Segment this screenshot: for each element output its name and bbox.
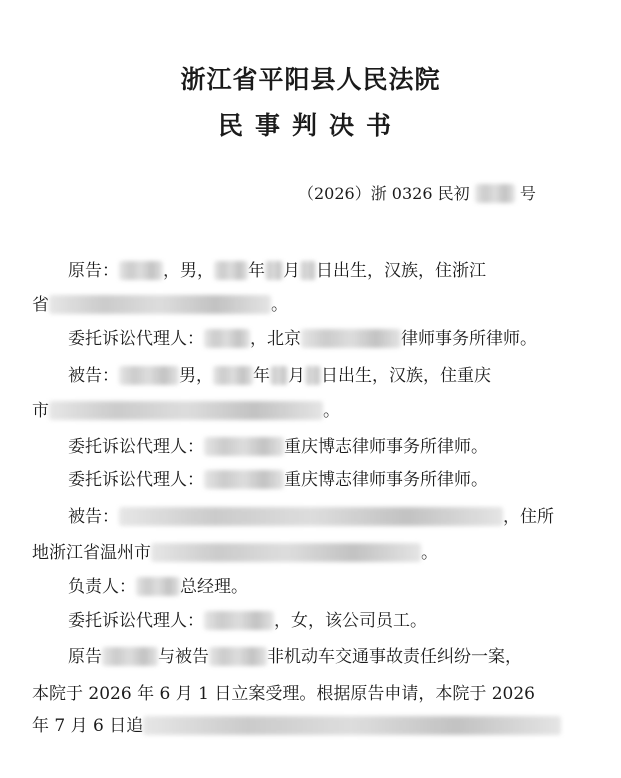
agent-firm-text: 重庆博志律师事务所律师。 bbox=[284, 437, 488, 457]
case-number bbox=[298, 181, 536, 204]
agent-label: 委托诉讼代理人： bbox=[68, 470, 204, 490]
plaintiff-line-2 bbox=[32, 290, 288, 315]
redacted-text bbox=[301, 329, 401, 348]
plaintiff-birth-text: 日出生，汉族，住浙江 bbox=[316, 261, 486, 281]
plaintiff-year-label: 年 bbox=[248, 261, 265, 281]
body-line-1 bbox=[68, 642, 522, 667]
body-text: 与被告 bbox=[158, 647, 209, 667]
defendant-month-label: 月 bbox=[288, 366, 305, 386]
redacted-text bbox=[204, 329, 250, 348]
agent-line-1 bbox=[68, 324, 537, 349]
period: 。 bbox=[421, 543, 438, 563]
defendant-gender: 男， bbox=[179, 366, 213, 386]
plaintiff-gender: ，男， bbox=[163, 261, 214, 281]
redacted-text bbox=[305, 366, 321, 385]
redacted-text bbox=[49, 401, 323, 420]
redacted-text bbox=[204, 437, 284, 456]
agent-line-4 bbox=[68, 606, 427, 631]
redacted-text bbox=[213, 366, 253, 385]
body-line-2 bbox=[32, 679, 535, 704]
agent-firm-text: 重庆博志律师事务所律师。 bbox=[284, 470, 488, 490]
agent-label: 委托诉讼代理人： bbox=[68, 437, 204, 457]
defendant1-line-1 bbox=[68, 361, 491, 386]
defendant1-line-2 bbox=[32, 396, 340, 421]
plaintiff-address-start: 省 bbox=[32, 295, 49, 315]
defendant-birth-text: 日出生，汉族，住重庆 bbox=[321, 366, 491, 386]
case-number-suffix: 号 bbox=[519, 184, 536, 203]
head-line bbox=[68, 572, 248, 597]
agent-label: 委托诉讼代理人： bbox=[68, 329, 204, 349]
defendant-label: 被告： bbox=[68, 507, 119, 527]
body-text: 非机动车交通事故责任纠纷一案， bbox=[267, 647, 522, 667]
head-title: 总经理。 bbox=[180, 577, 248, 597]
period: 。 bbox=[323, 401, 340, 421]
body-text: 原告 bbox=[68, 647, 102, 667]
agent-city: ，北京 bbox=[250, 329, 301, 349]
agent-firm-text: 律师事务所律师。 bbox=[401, 329, 537, 349]
redacted-text bbox=[119, 507, 503, 526]
defendant2-line-1 bbox=[68, 502, 554, 527]
document-type-title: 民事判决书 bbox=[217, 111, 403, 140]
redacted-text bbox=[204, 611, 274, 630]
agent-desc: ，女，该公司员工。 bbox=[274, 611, 427, 631]
redacted-text bbox=[49, 295, 271, 314]
redacted-text bbox=[143, 716, 561, 735]
redacted-text bbox=[102, 647, 158, 666]
plaintiff-label: 原告： bbox=[68, 261, 119, 281]
redacted-text bbox=[475, 184, 515, 203]
redacted-text bbox=[300, 261, 316, 280]
agent-label: 委托诉讼代理人： bbox=[68, 611, 204, 631]
residence-text: ，住所 bbox=[503, 507, 554, 527]
redacted-text bbox=[270, 366, 288, 385]
body-text: 本院于 2026 年 6 月 1 日立案受理。根据原告申请，本院于 2026 bbox=[32, 684, 535, 704]
body-text: 年 7 月 6 日追 bbox=[32, 716, 144, 736]
head-label: 负责人： bbox=[68, 577, 136, 597]
redacted-text bbox=[119, 261, 163, 280]
redacted-text bbox=[209, 647, 267, 666]
plaintiff-month-label: 月 bbox=[283, 261, 300, 281]
body-line-3 bbox=[32, 711, 561, 736]
redacted-text bbox=[214, 261, 248, 280]
defendant-address-start: 地浙江省温州市 bbox=[32, 543, 151, 563]
agent-line-3 bbox=[68, 465, 488, 490]
redacted-text bbox=[265, 261, 283, 280]
redacted-text bbox=[204, 470, 284, 489]
plaintiff-line-1 bbox=[68, 256, 486, 281]
defendant-label: 被告： bbox=[68, 366, 119, 386]
case-number-prefix: （2026）浙 0326 民初 bbox=[298, 184, 470, 203]
redacted-text bbox=[136, 577, 180, 596]
redacted-text bbox=[151, 543, 421, 562]
defendant-address-start: 市 bbox=[32, 401, 49, 421]
agent-line-2 bbox=[68, 432, 488, 457]
period: 。 bbox=[271, 295, 288, 315]
redacted-text bbox=[119, 366, 179, 385]
defendant-year-label: 年 bbox=[253, 366, 270, 386]
defendant2-line-2 bbox=[32, 538, 438, 563]
court-name: 浙江省平阳县人民法院 bbox=[180, 65, 441, 94]
